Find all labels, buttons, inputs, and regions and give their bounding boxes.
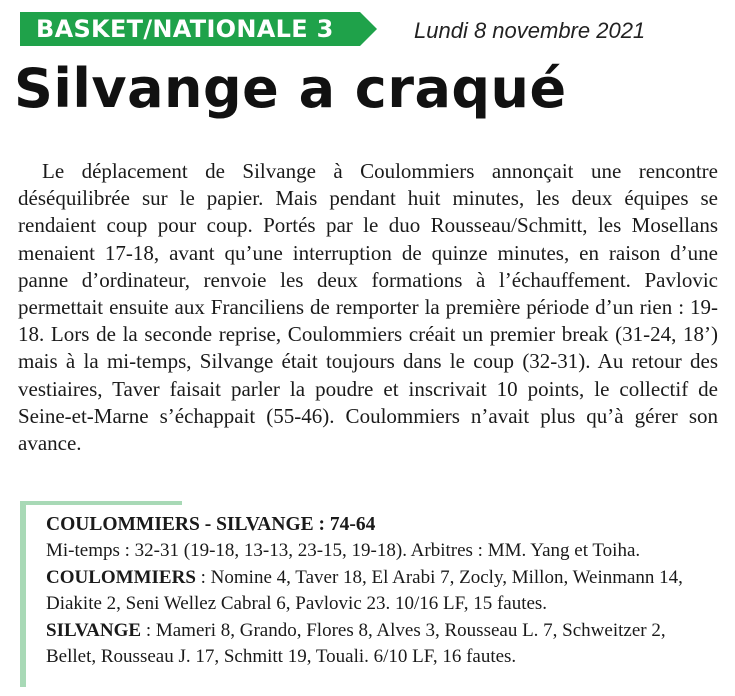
article-body: Le déplacement de Silvange à Coulommiers annonçait une rencontre déséquilibrée sur le papier. Mais pendant huit minutes, les deux équipes se rendaient coup pour coup. Portés par le duo Rousseau/Schmitt, les Mosellans menaient 17-18, avant qu’une interruption de quinze minutes, en raison d’une panne d’ordinateur, renvoie les deux formations à l’échauffement. Pavlovic permettait ensuite aux Franciliens de remporter la première période d’un rien : 19-18. Lors de la seconde reprise, Coulommiers créait un premier break (31-24, 18’) mais à la mi-temps, Silvange était toujours dans le coup (32-31). Au retour des vestiaires, Taver faisait parler la poudre et inscrivait 10 points, le collectif de Seine-et-Marne s’échappait (55-46). Coulommiers n’avait plus qu’à gérer son avance. bbox=[18, 159, 718, 456]
away-team-lineup bbox=[46, 618, 715, 671]
publication-date: Lundi 8 novembre 2021 bbox=[414, 18, 646, 43]
halftime-info: Mi-temps : 32-31 (19-18, 13-13, 23-15, 19-18). Arbitres : MM. Yang et Toiha. bbox=[46, 540, 641, 562]
away-team-players: : Mameri 8, Grando, Flores 8, Alves 3, Rousseau L. 7, Schweitzer 2, Bellet, Rousseau J. 17, Schmitt 19, Touali. 6/10 LF, 16 fautes. bbox=[46, 619, 666, 668]
final-score: COULOMMIERS - SILVANGE : 74-64 bbox=[46, 514, 376, 535]
article-headline: Silvange a craqué bbox=[14, 57, 567, 120]
section-rubric: BASKET/NATIONALE 3 bbox=[20, 12, 360, 46]
home-team-lineup bbox=[46, 565, 715, 618]
home-team-players: : Nomine 4, Taver 18, El Arabi 7, Zocly, Millon, Weinmann 14, Diakite 2, Seni Wellez Cabral 6, Pavlovic 23. 10/16 LF, 15 fautes. bbox=[46, 566, 683, 615]
factbox-content bbox=[46, 512, 715, 670]
match-factbox bbox=[20, 501, 715, 687]
section-header bbox=[20, 12, 360, 46]
factbox-top-rule bbox=[20, 501, 182, 505]
factbox-side-rule bbox=[20, 501, 26, 687]
away-team-name: SILVANGE bbox=[46, 619, 142, 641]
home-team-name: COULOMMIERS bbox=[46, 566, 196, 588]
